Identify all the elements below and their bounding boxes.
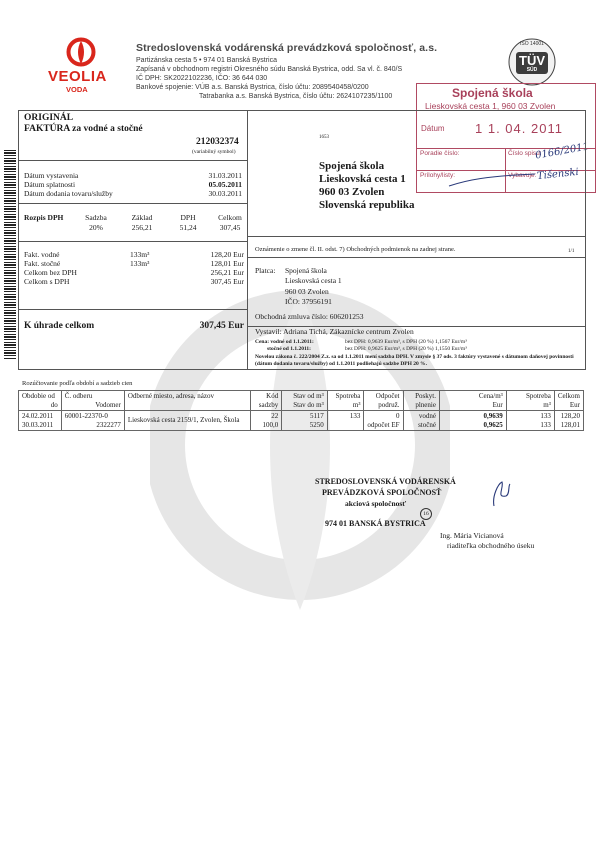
- vat-header-total: Celkom: [218, 213, 242, 222]
- recipient-line-3: 960 03 Zvolen: [319, 186, 385, 198]
- hdr-period-to: do: [50, 400, 58, 409]
- table-row-header: [19, 391, 584, 411]
- hdr-deduction-sub: podruž.: [378, 400, 400, 409]
- stamp-cell-attachments: Prílohy/listy:: [420, 172, 456, 179]
- row-price-sewage: 0,9625: [483, 420, 503, 429]
- row-consumer-no: 60001-22370-0: [64, 412, 108, 420]
- cert-sub: SÜD: [526, 67, 538, 73]
- breakdown-title: Rozúčtovanie podľa období a sadzieb cien: [22, 380, 133, 387]
- recipient-line-2: Lieskovská cesta 1: [319, 173, 406, 185]
- stamp-address: Lieskovská cesta 1, 960 03 Zvolen: [425, 101, 556, 111]
- invoice-number-note: (variabilný symbol): [192, 149, 236, 155]
- stamp-cell-handler: Vybavuje:: [508, 172, 537, 179]
- row-consumption: 133: [349, 412, 361, 420]
- cert-top: ISO 14001: [520, 41, 544, 47]
- tuv-certificate-icon: [507, 36, 557, 88]
- hdr-price-unit: Eur: [492, 400, 503, 409]
- vat-value-rate: 20%: [89, 223, 103, 232]
- company-bank-2: Tatrabanka a.s. Banská Bystrica, číslo účtu: 2624107235/1100: [199, 93, 393, 100]
- vat-header-rate: Sadzba: [85, 213, 107, 222]
- price-line-1-label: Cena: vodné od 1.1.2011:: [255, 339, 314, 345]
- row-state-from: 5117: [309, 412, 324, 420]
- hdr-consumption2: Spotreba: [525, 392, 551, 400]
- small-code: 1653: [319, 135, 329, 140]
- company-address: Partizánska cesta 5 • 974 01 Banská Bystrica: [136, 57, 277, 64]
- company-bank-1: Bankové spojenie: VÚB a.s. Banská Bystrica, číslo účtu: 2089540458/0200: [136, 84, 369, 91]
- recipient-line-1: Spojená škola: [319, 160, 385, 172]
- price-line-2-value: bez DPH: 0,9625 Eur/m³, s DPH (20 %) 1,1550 Eur/m³: [345, 346, 467, 352]
- handwriting-file-number: 0166/2011: [534, 141, 590, 162]
- vat-value-vat: 51,24: [179, 223, 197, 232]
- row-deduction-sub: odpočet EF: [367, 420, 400, 429]
- charge-amount-water: 128,20 Eur: [210, 250, 244, 259]
- vat-value-base: 256,21: [131, 223, 153, 232]
- price-line-1-value: bez DPH: 0,9639 Eur/m³, s DPH (20 %) 1,1567 Eur/m³: [345, 339, 467, 345]
- hdr-total: Celkom: [557, 392, 580, 400]
- payer-line-2: Lieskovská cesta 1: [285, 276, 342, 285]
- row-state-to: 5250: [309, 420, 324, 429]
- row-total-water: 128,20: [560, 412, 580, 420]
- charge-label-net: Celkom bez DPH: [24, 268, 77, 277]
- total-value: 307,45 Eur: [199, 321, 244, 331]
- stamp-name: Spojená škola: [452, 86, 533, 100]
- payer-label: Platca:: [255, 266, 276, 275]
- hdr-consumer-no: Č. odberu: [64, 392, 93, 400]
- row-consumption-water: 133: [540, 412, 551, 420]
- payer-line-1: Spojená škola: [285, 266, 327, 275]
- hdr-service: Poskyt.: [415, 392, 436, 400]
- issuer: Vystavil: Adriana Tichá, Zákaznícke centrum Zvolen: [255, 327, 414, 336]
- hdr-rate: sadzby: [258, 400, 279, 409]
- total-label: K úhrade celkom: [24, 321, 95, 331]
- recipient-line-4: Slovenská republika: [319, 199, 415, 211]
- breakdown-table: [18, 390, 584, 431]
- footer-stamp-line-2: PREVÁDZKOVÁ SPOLOČNOSŤ: [322, 488, 442, 497]
- footer-stamp-number-text: 16: [423, 511, 429, 517]
- footer-stamp-number: [420, 508, 432, 520]
- row-meter: 2322277: [96, 420, 121, 429]
- hdr-code: Kód: [266, 392, 279, 400]
- date-value-due: 05.05.2011: [208, 180, 242, 189]
- row-consumption-sewage: 133: [540, 420, 551, 429]
- row-price-water: 0,9639: [483, 412, 503, 420]
- brand-sub: VODA: [66, 85, 88, 94]
- signatory-name: Ing. Mária Vicianová: [440, 531, 504, 540]
- date-label-due: Dátum splatnosti: [24, 180, 76, 189]
- notice-text: Oznámenie o zmene čl. II. odst. 7) Obchodných podmienok na zadnej strane.: [255, 246, 456, 253]
- row-period-to: 30.03.2011: [22, 420, 54, 429]
- signature-scribble: [488, 478, 514, 510]
- footer-stamp-line-1: STREDOSLOVENSKÁ VODÁRENSKÁ: [315, 477, 456, 486]
- footer-stamp-line-3: akciová spoločnosť: [345, 499, 407, 508]
- notice-page: 1/1: [568, 249, 575, 254]
- stamp-date-label: Dátum: [421, 124, 445, 133]
- date-label-issued: Dátum vystavenia: [24, 171, 79, 180]
- payer-line-3: 960 03 Zvolen: [285, 287, 329, 296]
- hdr-consumption2-unit: m³: [543, 400, 551, 409]
- brand-name: VEOLIA: [48, 68, 107, 85]
- vat-change-note: Novelou zákona č. 222/2004 Z.z. sa od 1.1.2011 mení sadzba DPH. V zmysle § 37 ods. 3 faktúry vystavené s dátumom daňovej povinnosti (dátum dodania tovaru/služby) od 1.1.2011 podliehajú sadzbe DPH 20 %.: [255, 354, 574, 367]
- date-label-delivery: Dátum dodania tovaru/služby: [24, 189, 113, 198]
- invoice-title: FAKTÚRA za vodné a stočné: [24, 124, 143, 134]
- company-name: Stredoslovenská vodárenská prevádzková spoločnosť, a.s.: [136, 42, 438, 54]
- hdr-consumption-unit: m³: [352, 400, 361, 409]
- hdr-deduction: Odpočet: [375, 392, 400, 400]
- date-value-issued: 31.03.2011: [208, 171, 242, 180]
- charge-label-gross: Celkom s DPH: [24, 277, 70, 286]
- contract-number: Obchodná zmluva číslo: 606201253: [255, 312, 364, 321]
- row-place: Lieskovská cesta 2159/1, Zvolen, Škola: [127, 416, 240, 425]
- invoice-number: 212032374: [196, 137, 239, 147]
- charge-amount-sewage: 128,01 Eur: [210, 259, 244, 268]
- payer-line-4: IČO: 37956191: [285, 297, 332, 306]
- vat-label: Rozpis DPH: [24, 213, 64, 222]
- date-value-delivery: 30.03.2011: [208, 189, 242, 198]
- stamp-date: 1 1. 04. 2011: [475, 121, 563, 136]
- hdr-total-unit: Eur: [569, 400, 580, 409]
- veolia-logo-icon: [66, 37, 96, 67]
- hdr-price: Cena/m³: [478, 392, 503, 400]
- charge-label-water: Fakt. vodné: [24, 250, 60, 259]
- charge-amount-net: 256,21 Eur: [210, 268, 244, 277]
- table-row: [19, 411, 584, 431]
- price-line-2-label: stočné od 1.1.2011:: [267, 346, 311, 352]
- row-period-from: 24.02.2011: [22, 412, 54, 420]
- hdr-period-from: Obdobie od: [22, 392, 55, 400]
- row-code: 22: [271, 412, 279, 420]
- hdr-meter: Vodomer: [95, 400, 121, 409]
- vat-header-vat: DPH: [180, 213, 196, 222]
- charge-qty-water: 133m³: [130, 250, 150, 259]
- cert-mark: TÜV: [519, 53, 545, 68]
- hdr-state-from: Stav od m³: [293, 392, 324, 400]
- hdr-service-sub: plnenie: [415, 400, 436, 409]
- hdr-place: Odberné miesto, adresa, názov: [127, 392, 214, 400]
- hdr-consumption: Spotreba: [335, 392, 361, 400]
- original-label: ORIGINÁL: [24, 113, 74, 123]
- stamp-cell-order: Poradie číslo:: [420, 150, 460, 157]
- charge-qty-sewage: 133m³: [130, 259, 150, 268]
- row-service-sewage: stočné: [418, 420, 436, 429]
- company-registry: Zapísaná v obchodnom registri Okresného súdu Banská Bystrica, odd. Sa vl. č. 840/S: [136, 66, 403, 73]
- vat-value-total: 307,45: [219, 223, 241, 232]
- company-ids: IČ DPH: SK2022102236, IČO: 36 644 030: [136, 75, 268, 82]
- footer-stamp-line-4: 974 01 BANSKÁ BYSTRICA: [325, 519, 426, 528]
- row-total-sewage: 128,01: [560, 420, 580, 429]
- side-barcode: [4, 150, 16, 360]
- row-service-water: vodné: [418, 412, 436, 420]
- charge-label-sewage: Fakt. stočné: [24, 259, 61, 268]
- row-rate: 100,0: [262, 420, 279, 429]
- charge-amount-gross: 307,45 Eur: [210, 277, 244, 286]
- row-deduction: 0: [396, 412, 400, 420]
- signatory-role: riaditeľka obchodného úseku: [447, 541, 535, 550]
- stamp-cell-file: Číslo spisu:: [508, 150, 542, 157]
- handwriting-signature: Tišenski: [536, 166, 580, 183]
- hdr-state-to: Stav do m³: [293, 400, 324, 409]
- vat-header-base: Základ: [131, 213, 153, 222]
